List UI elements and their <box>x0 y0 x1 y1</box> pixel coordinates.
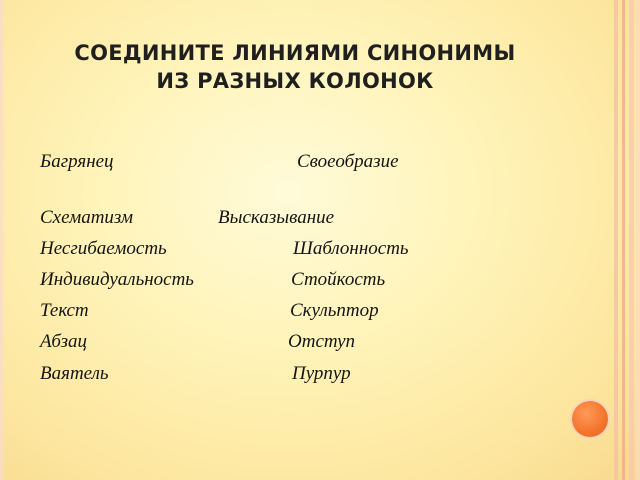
left-word: Несгибаемость <box>40 238 167 259</box>
slide-title-line-1: СОЕДИНИТЕ ЛИНИЯМИ СИНОНИМЫ <box>74 41 516 65</box>
decorative-stripe <box>629 0 634 480</box>
left-word: Индивидуальность <box>40 269 194 290</box>
slide-title-line-2: ИЗ РАЗНЫХ КОЛОНОК <box>156 69 434 93</box>
right-word: Стойкость <box>291 269 386 290</box>
right-word: Своеобразие <box>297 151 399 172</box>
left-edge-shade <box>0 0 6 480</box>
left-word: Текст <box>40 300 89 321</box>
right-word: Пурпур <box>292 363 351 384</box>
decorative-stripe <box>622 0 625 480</box>
left-word: Багрянец <box>40 151 114 172</box>
orange-circle-decoration <box>572 401 608 437</box>
left-word: Схематизм <box>40 207 133 228</box>
decorative-stripe <box>614 0 618 480</box>
right-word: Высказывание <box>218 207 335 228</box>
right-word: Отступ <box>288 331 356 352</box>
left-word: Ваятель <box>40 363 109 384</box>
right-word: Шаблонность <box>293 238 409 259</box>
left-word: Абзац <box>40 331 88 352</box>
decorative-stripe <box>636 0 640 480</box>
right-word: Скульптор <box>290 300 379 321</box>
